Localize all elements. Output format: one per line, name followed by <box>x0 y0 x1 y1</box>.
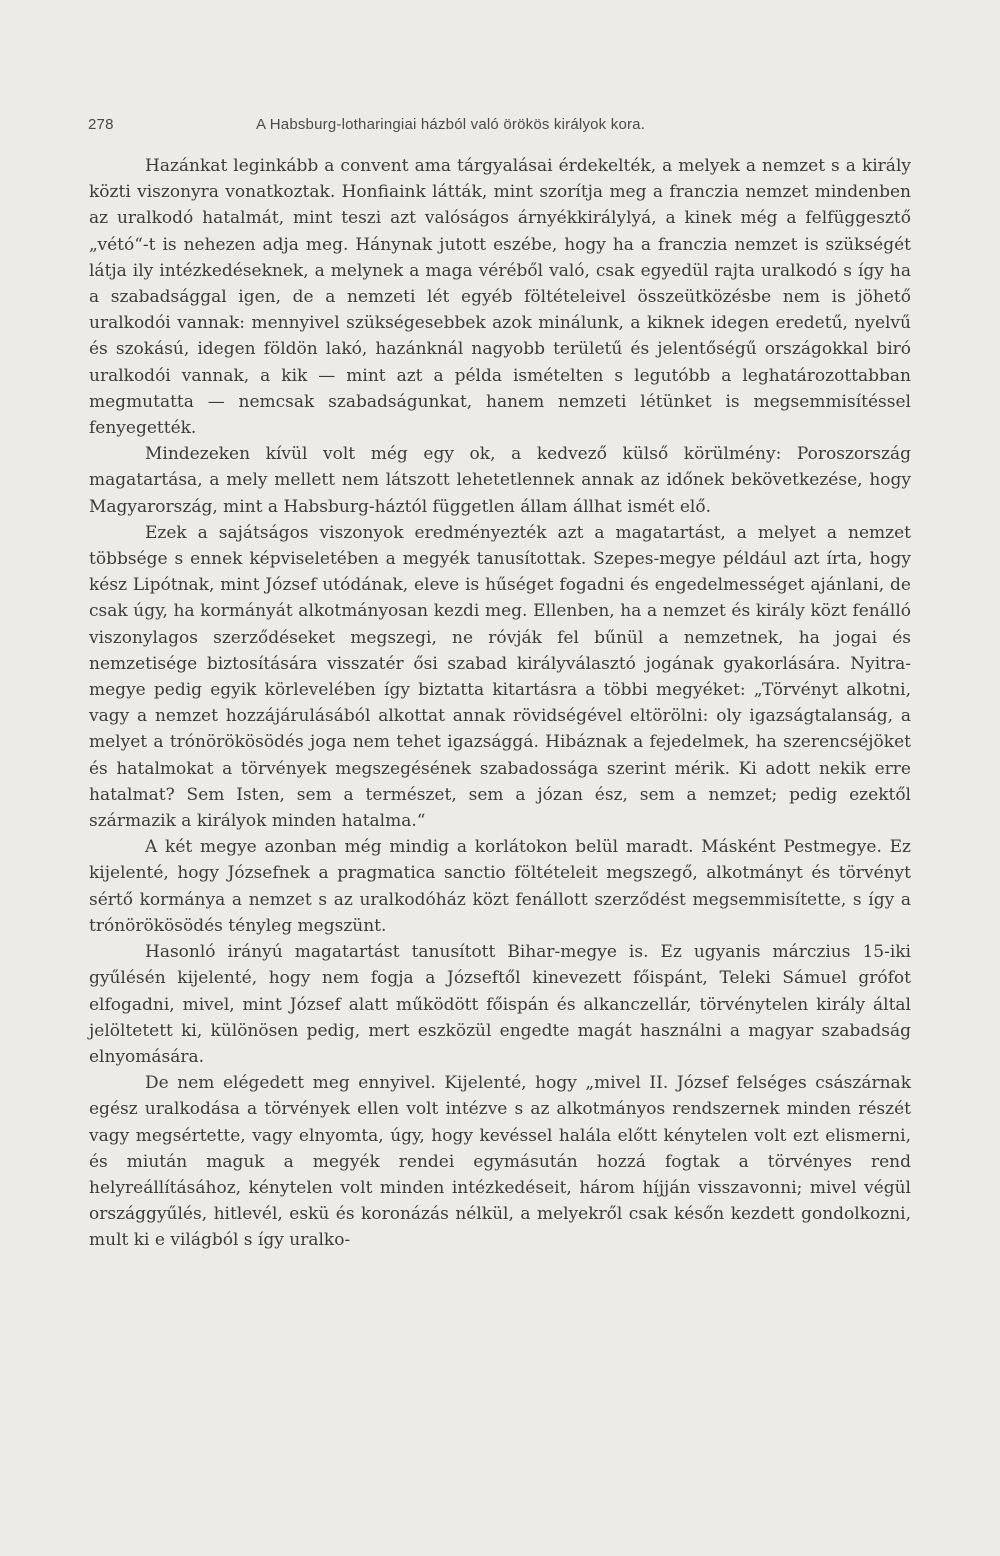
paragraph: Ezek a sajátságos viszonyok eredményezték azt a magatartást, a melyet a nemzet többsége s ennek képviseletében a megyék tanusítottak. Szepes-megye például azt írta, hogy kész Lipótnak, mint József utódának, eleve is hűséget fogadni és engedelmességet ajánlani, de csak úgy, ha kormányát alkotmányosan kezdi meg. Ellenben, ha a nemzet és király közt fenálló viszonylagos szerződéseket megszegi, ne róvják fel bűnül a nemzetnek, ha jogai és nemzetisége biztosítására visszatér ősi szabad királyválasztó jogának gyakorlására. Nyitra-megye pedig egyik körlevelében így biztatta kitartásra a többi megyéket: „Törvényt alkotni, vagy a nemzet hozzájárulásából alkottat annak rövidségével eltörölni: oly igazságtalanság, a melyet a trónörökösödés joga nem tehet igazsággá. Hibáznak a fejedelmek, ha szerencséjöket és hatalmokat a törvények megszegésének szabadossága szerint mérik. Ki adott nekik erre hatalmat? Sem Isten, sem a természet, sem a józan ész, sem a nemzet; pedig ezektől származik a királyok minden hatalma.“ <box>89 522 911 832</box>
paragraph: Hasonló irányú magatartást tanusított Bihar-megye is. Ez ugyanis márczius 15-iki gyűlésén kijelenté, hogy nem fogja a Józseftől kinevezett főispánt, Teleki Sámuel grófot elfogadni, mivel, mint József alatt működött főispán és alkanczellár, törvénytelen király által jelöltetett ki, különösen pedig, mert eszközül engedte magát használni a magyar szabadság elnyomására. <box>89 942 911 1067</box>
paragraph: A két megye azonban még mindig a korlátokon belül maradt. Másként Pestmegye. Ez kijelenté, hogy Józsefnek a pragmatica sanctio föltételeit megszegő, alkotmányt és törvényt sértő kormánya a nemzet s az uralkodóház közt fenállott szerződést megsemmisítette, s így a trónörökösödés tényleg megszünt. <box>89 837 911 936</box>
page-number: 278 <box>88 116 114 133</box>
paragraph: Hazánkat leginkább a convent ama tárgyalásai érdekelték, a melyek a nemzet s a király közti viszonyra vonatkoztak. Honfiaink látták, mint szorítja meg a franczia nemzet mindenben az uralkodó hatalmát, mint teszi azt valóságos árnyékkirálylyá, a kinek még a felfüggesztő „vétó“-t is nehezen adja meg. Hánynak jutott eszébe, hogy ha a franczia nemzet is szükségét látja ily intézkedéseknek, a melynek a maga véréből való, csak egyedül rajta uralkodó s így ha a szabadsággal igen, de a nemzeti lét egyéb föltételeivel összeütközésbe nem is jöhető uralkodói vannak: mennyivel szükségesebbek azok minálunk, a kiknek idegen eredetű, nyelvű és szokású, idegen földön lakó, hazánknál nagyobb területű és jelentőségű országokkal biró uralkodói vannak, a kik — mint azt a példa ismételten s legutóbb a leghatározottabban megmutatta — nemcsak szabadságunkat, hanem nemzeti létünket is megsemmisítéssel fenyegették. <box>89 156 911 439</box>
page-header <box>88 112 912 142</box>
body-text <box>89 153 911 1254</box>
paragraph: De nem elégedett meg ennyivel. Kijelenté, hogy „mivel II. József felséges császárnak egész uralkodása a törvények ellen volt intézve s az alkotmányos rendszernek minden részét vagy megsértette, vagy elnyomta, úgy, hogy kevéssel halála előtt kénytelen volt ezt elismerni, és miután maguk a megyék rendei egymásután hozzá fogtak a törvényes rend helyreállításához, kénytelen volt minden intézkedéseit, három híjján visszavonni; mivel végül országgyűlés, hitlevél, eskü és koronázás nélkül, a melyekről csak későn kezdett gondolkozni, mult ki e világból s így uralko- <box>89 1073 911 1251</box>
paragraph: Mindezeken kívül volt még egy ok, a kedvező külső körülmény: Poroszország magatartása, a mely mellett nem látszott lehetetlennek annak az időnek bekövetkezése, hogy Magyarország, mint a Habsburg-háztól független állam állhat ismét elő. <box>89 444 911 517</box>
running-title: A Habsburg-lotharingiai házból való örökös királyok kora. <box>256 116 646 133</box>
